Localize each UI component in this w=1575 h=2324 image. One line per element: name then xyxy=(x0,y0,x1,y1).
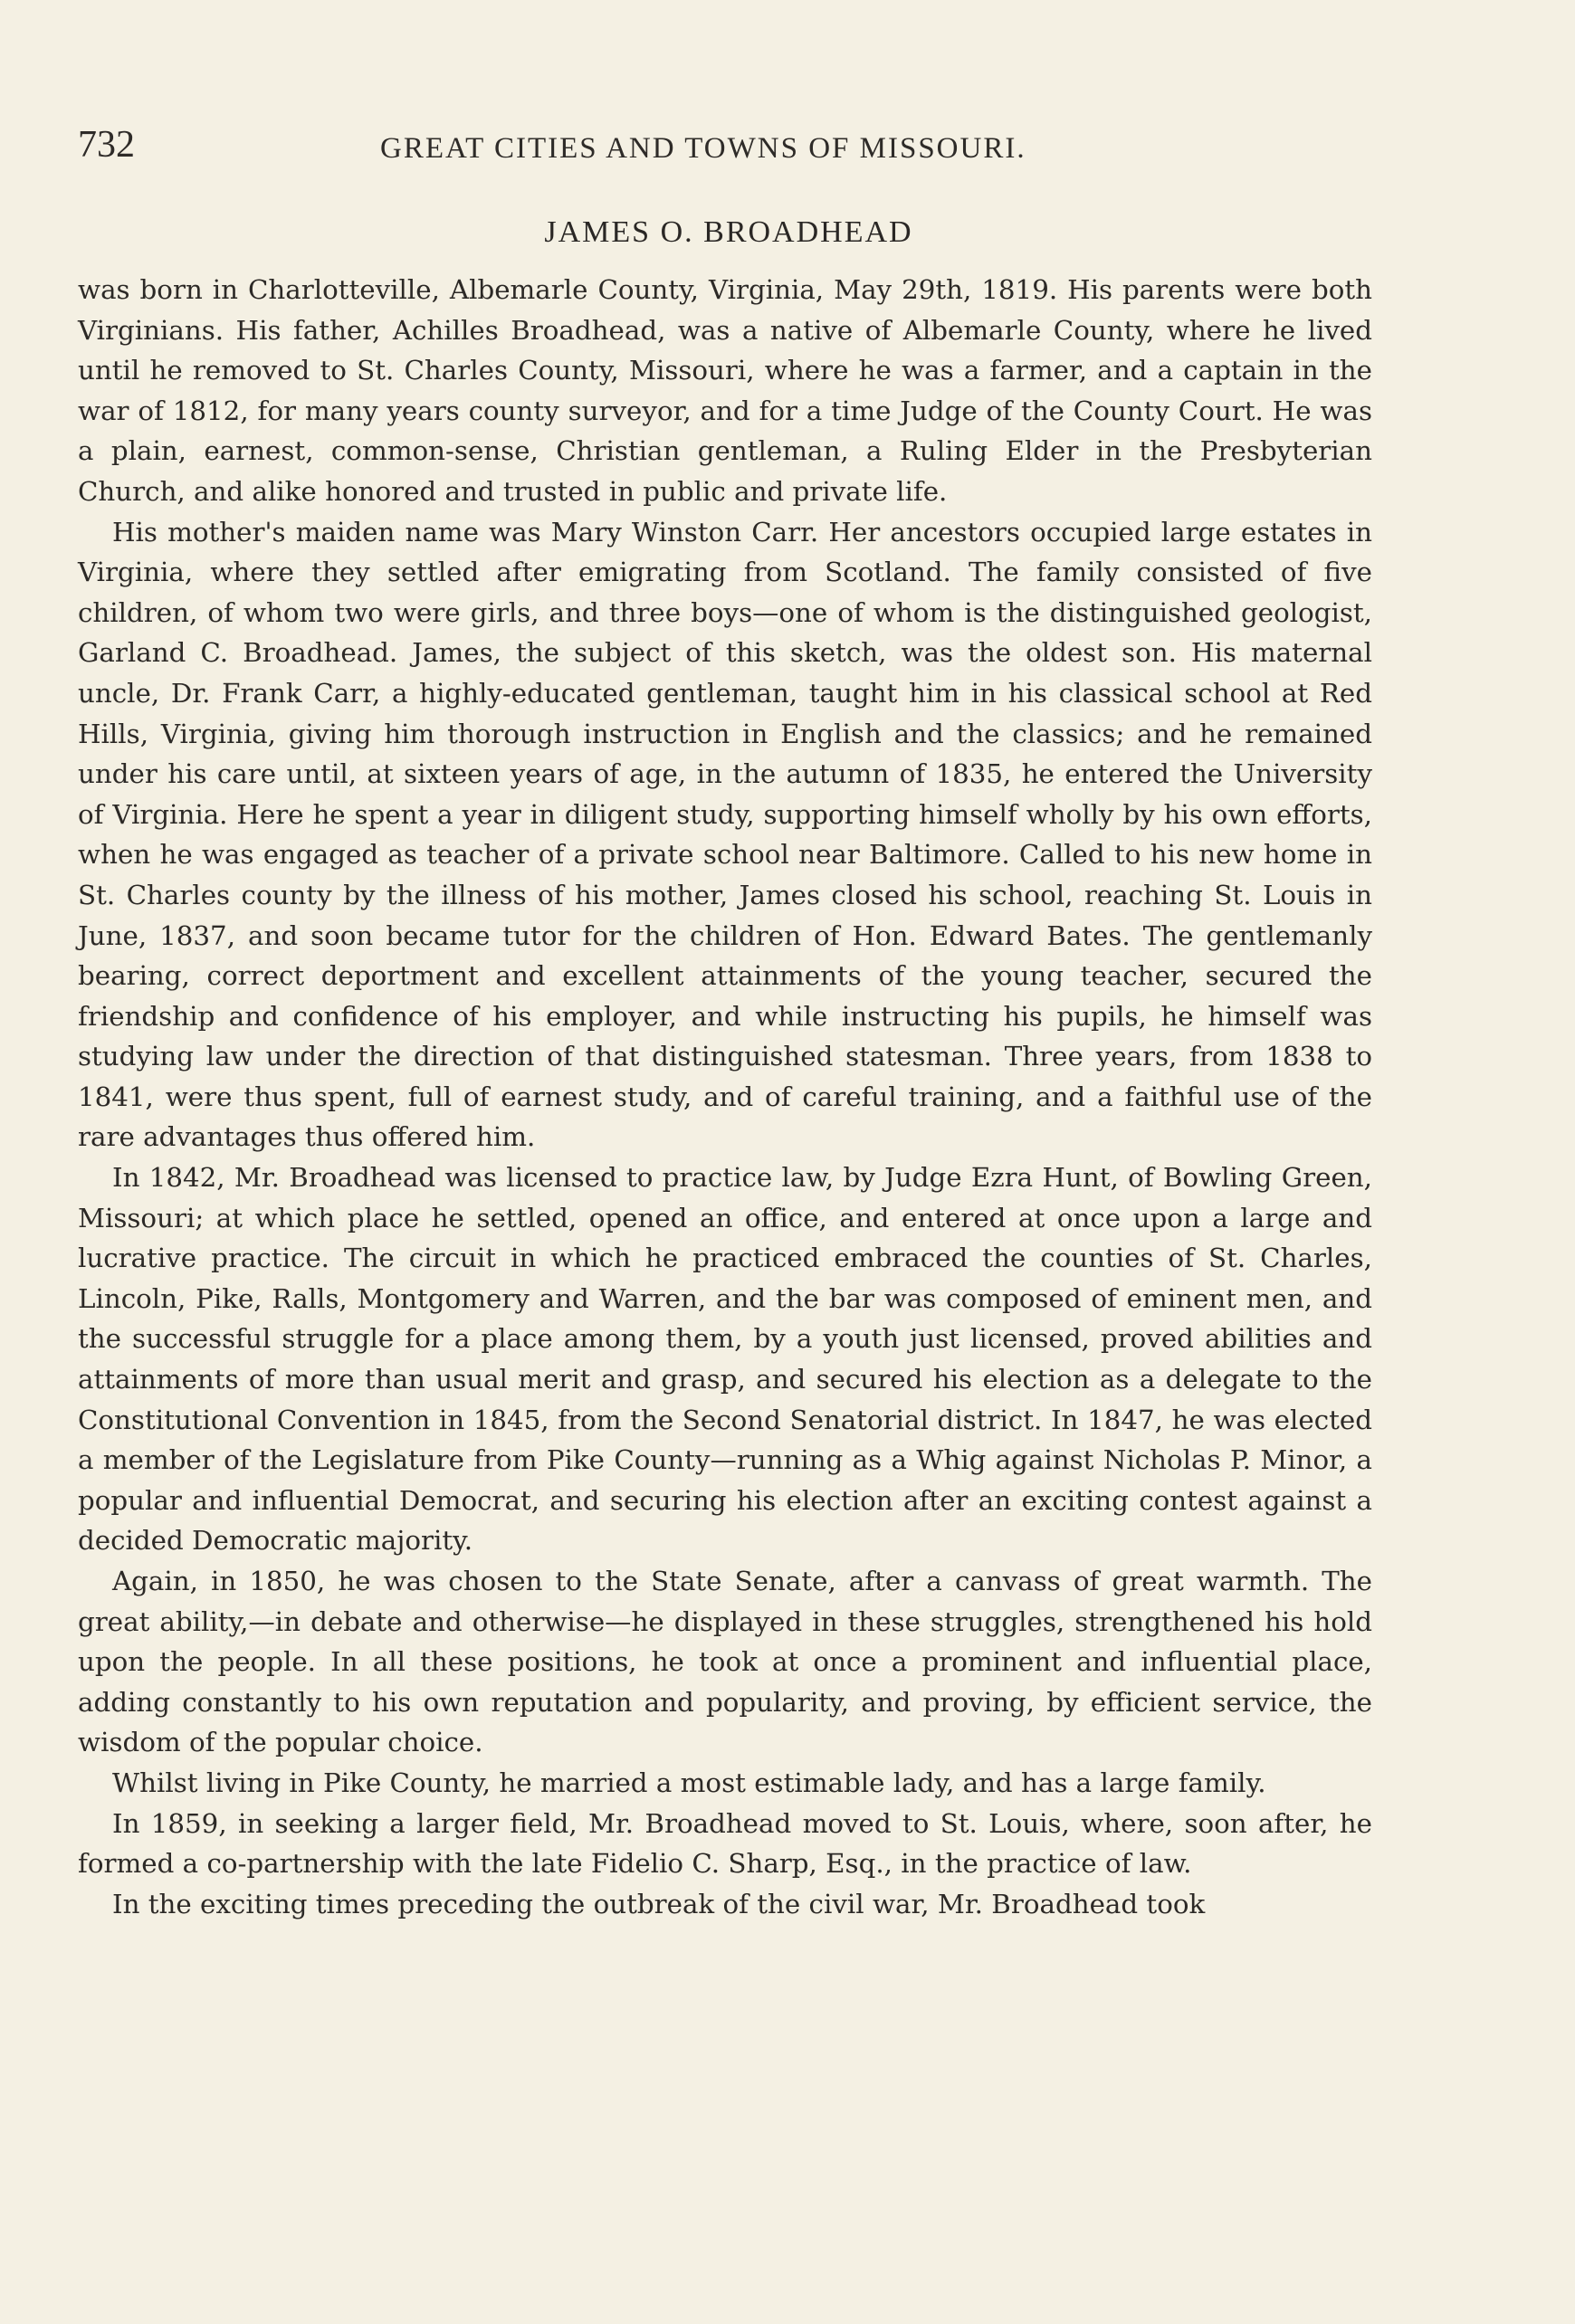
article-body xyxy=(78,270,1372,1924)
page-number: 732 xyxy=(78,124,135,166)
article-title: JAMES O. BROADHEAD xyxy=(544,215,913,249)
paragraph: In 1859, in seeking a larger field, Mr. Broadhead moved to St. Louis, where, soon after, he formed a co-partnership with the late Fidelio C. Sharp, Esq., in the practice of law. xyxy=(78,1807,1372,1880)
paragraph: Whilst living in Pike County, he married a most estimable lady, and has a large family. xyxy=(112,1767,1266,1798)
paragraph: His mother's maiden name was Mary Winston Carr. Her ancestors occupied large estates in Virginia, where they settled after emigrating from Scotland. The family consisted of five children, of whom two were girls, and three boys—one of whom is the distinguished geologist, Garland C. Broadhead. James, the subject of this sketch, was the oldest son. His maternal uncle, Dr. Frank Carr, a highly-educated gentleman, taught him in his classical school at Red Hills, Virginia, giving him thorough instruction in English and the classics; and he remained under his care until, at sixteen years of age, in the autumn of 1835, he entered the University of Virginia. Here he spent a year in diligent study, supporting himself wholly by his own efforts, when he was engaged as teacher of a private school near Baltimore. Called to his new home in St. Charles county by the illness of his mother, James closed his school, reaching St. Louis in June, 1837, and soon became tutor for the children of Hon. Edward Bates. The gentlemanly bearing, correct deportment and excellent attainments of the young teacher, secured the friendship and confidence of his employer, and while instructing his pupils, he himself was studying law under the direction of that distinguished statesman. Three years, from 1838 to 1841, were thus spent, full of earnest study, and of careful training, and a faithful use of the rare advantages thus offered him. xyxy=(78,516,1372,1153)
running-title: GREAT CITIES AND TOWNS OF MISSOURI. xyxy=(380,132,1026,165)
paragraph: Again, in 1850, he was chosen to the State Senate, after a canvass of great warmth. The great ability,—in debate and otherwise—he displayed in these struggles, strengthened his hold upon the people. In all these positions, he took at once a prominent and influential place, adding constantly to his own reputation and popularity, and proving, by efficient service, the wisdom of the popular choice. xyxy=(78,1566,1372,1758)
paragraph: In the exciting times preceding the outbreak of the civil war, Mr. Broadhead took xyxy=(112,1888,1206,1919)
paragraph: In 1842, Mr. Broadhead was licensed to practice law, by Judge Ezra Hunt, of Bowling Green, Missouri; at which place he settled, opened an office, and entered at once upon a large and lucrative practice. The circuit in which he practiced embraced the counties of St. Charles, Lincoln, Pike, Ralls, Montgomery and Warren, and the bar was composed of eminent men, and the successful struggle for a place among them, by a youth just licensed, proved abilities and attainments of more than usual merit and grasp, and secured his election as a delegate to the Constitutional Convention in 1845, from the Second Senatorial district. In 1847, he was elected a member of the Legislature from Pike County—running as a Whig against Nicholas P. Minor, a popular and influential Democrat, and securing his election after an exciting contest against a decided Democratic majority. xyxy=(78,1162,1372,1557)
paragraph: was born in Charlotteville, Albemarle County, Virginia, May 29th, 1819. His parents were both Virginians. His father, Achilles Broadhead, was a native of Albemarle County, where he lived until he removed to St. Charles County, Missouri, where he was a farmer, and a captain in the war of 1812, for many years county surveyor, and for a time Judge of the County Court. He was a plain, earnest, common-sense, Christian gentleman, a Ruling Elder in the Presbyterian Church, and alike honored and trusted in public and private life. xyxy=(78,274,1372,507)
